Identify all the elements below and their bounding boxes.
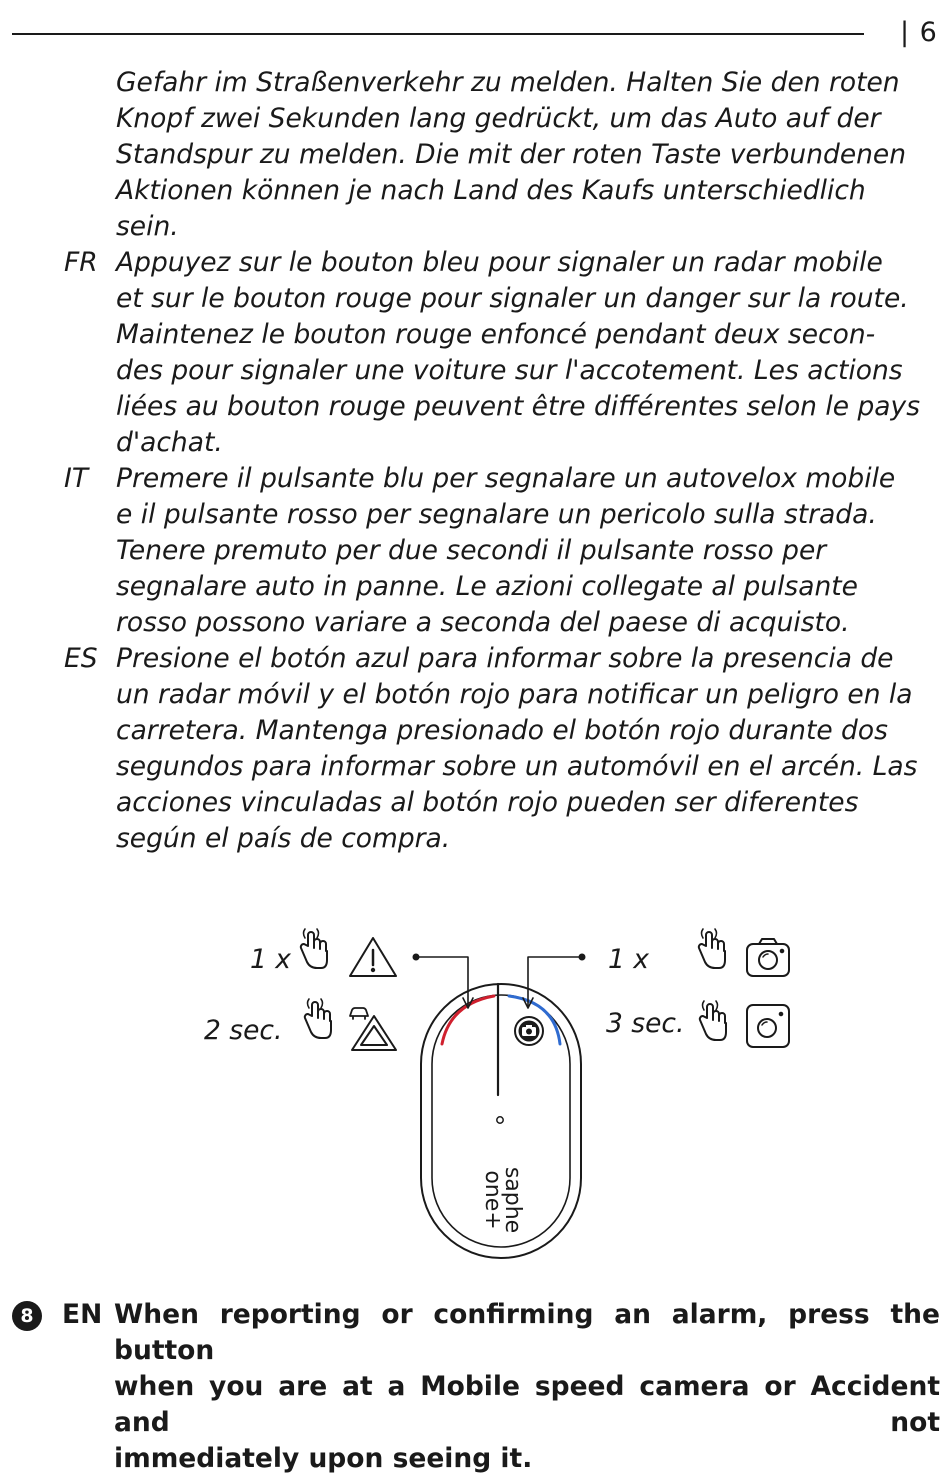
header-rule bbox=[12, 33, 864, 35]
step-number-badge: 8 bbox=[12, 1301, 42, 1331]
lang-code: EN bbox=[62, 1299, 103, 1330]
right-top-label: 1 x bbox=[608, 944, 649, 975]
section-text: Appuyez sur le bouton bleu pour signaler un radar mobile et sur le bouton rouge pour signaler un danger sur la route. Maintenez le bouton rouge enfoncé pendant deux secon- des pour signaler une voiture sur l'accotement. Les actions liées au bouton rouge peuvent être différentes selon le pays d'achat. bbox=[116, 247, 921, 458]
photo-camera-icon bbox=[747, 1005, 789, 1047]
left-top-label: 1 x bbox=[250, 944, 291, 975]
tap-hand-icon bbox=[699, 929, 725, 968]
section-text: Presione el botón azul para informar sobre la presencia de un radar móvil y el botón rojo para notificar un peligro en la carretera. Mantenga presionado el botón rojo durante dos segundos para informar sobre un automóvil en el arcén. Las acciones vinculadas al botón rojo pueden ser diferentes según el país de compra. bbox=[116, 643, 918, 854]
section-text: Premere il pulsante blu per segnalare un autovelox mobile e il pulsante rosso per segnalare un pericolo sulla strada. Tenere premuto per due secondi il pulsante rosso per segnalare auto in panne. Le azioni collegate al pulsante rosso possono variare a seconda del paese di acquisto. bbox=[116, 463, 896, 638]
camera-icon bbox=[747, 939, 789, 976]
lang-code: ES bbox=[64, 643, 98, 674]
tap-hand-icon bbox=[305, 999, 331, 1038]
blue-leader-line bbox=[528, 957, 582, 1006]
tap-hand-icon bbox=[700, 1001, 726, 1040]
device-camera-button-icon bbox=[515, 1017, 543, 1045]
lang-code: FR bbox=[64, 247, 98, 278]
warning-triangle-icon bbox=[350, 938, 396, 976]
right-bottom-label: 3 sec. bbox=[606, 1008, 685, 1039]
lang-code: IT bbox=[64, 463, 89, 494]
device-brand-line2: one+ bbox=[480, 1170, 505, 1230]
car-triangle-icon bbox=[350, 1008, 396, 1050]
device-figure bbox=[0, 900, 950, 1270]
step8-text: When reporting or confirming an alarm, press the button when you are at a Mobile speed camera or Accident and not immediately upon seeing it. bbox=[114, 1299, 940, 1474]
red-leader-line bbox=[416, 957, 468, 1006]
device-drawing bbox=[0, 900, 950, 1270]
left-bottom-label: 2 sec. bbox=[204, 1015, 283, 1046]
page-number: | 6 bbox=[900, 17, 938, 48]
device-brand-line1: saphe bbox=[500, 1166, 525, 1234]
tap-hand-icon bbox=[301, 929, 327, 968]
status-led bbox=[497, 1117, 503, 1123]
section-text: Gefahr im Straßenverkehr zu melden. Halten Sie den roten Knopf zwei Sekunden lang gedrückt, um das Auto auf der Standspur zu melden. Die mit der roten Taste verbundenen Aktionen können je nach Land des Kaufs unterschiedlich sein. bbox=[116, 67, 907, 242]
